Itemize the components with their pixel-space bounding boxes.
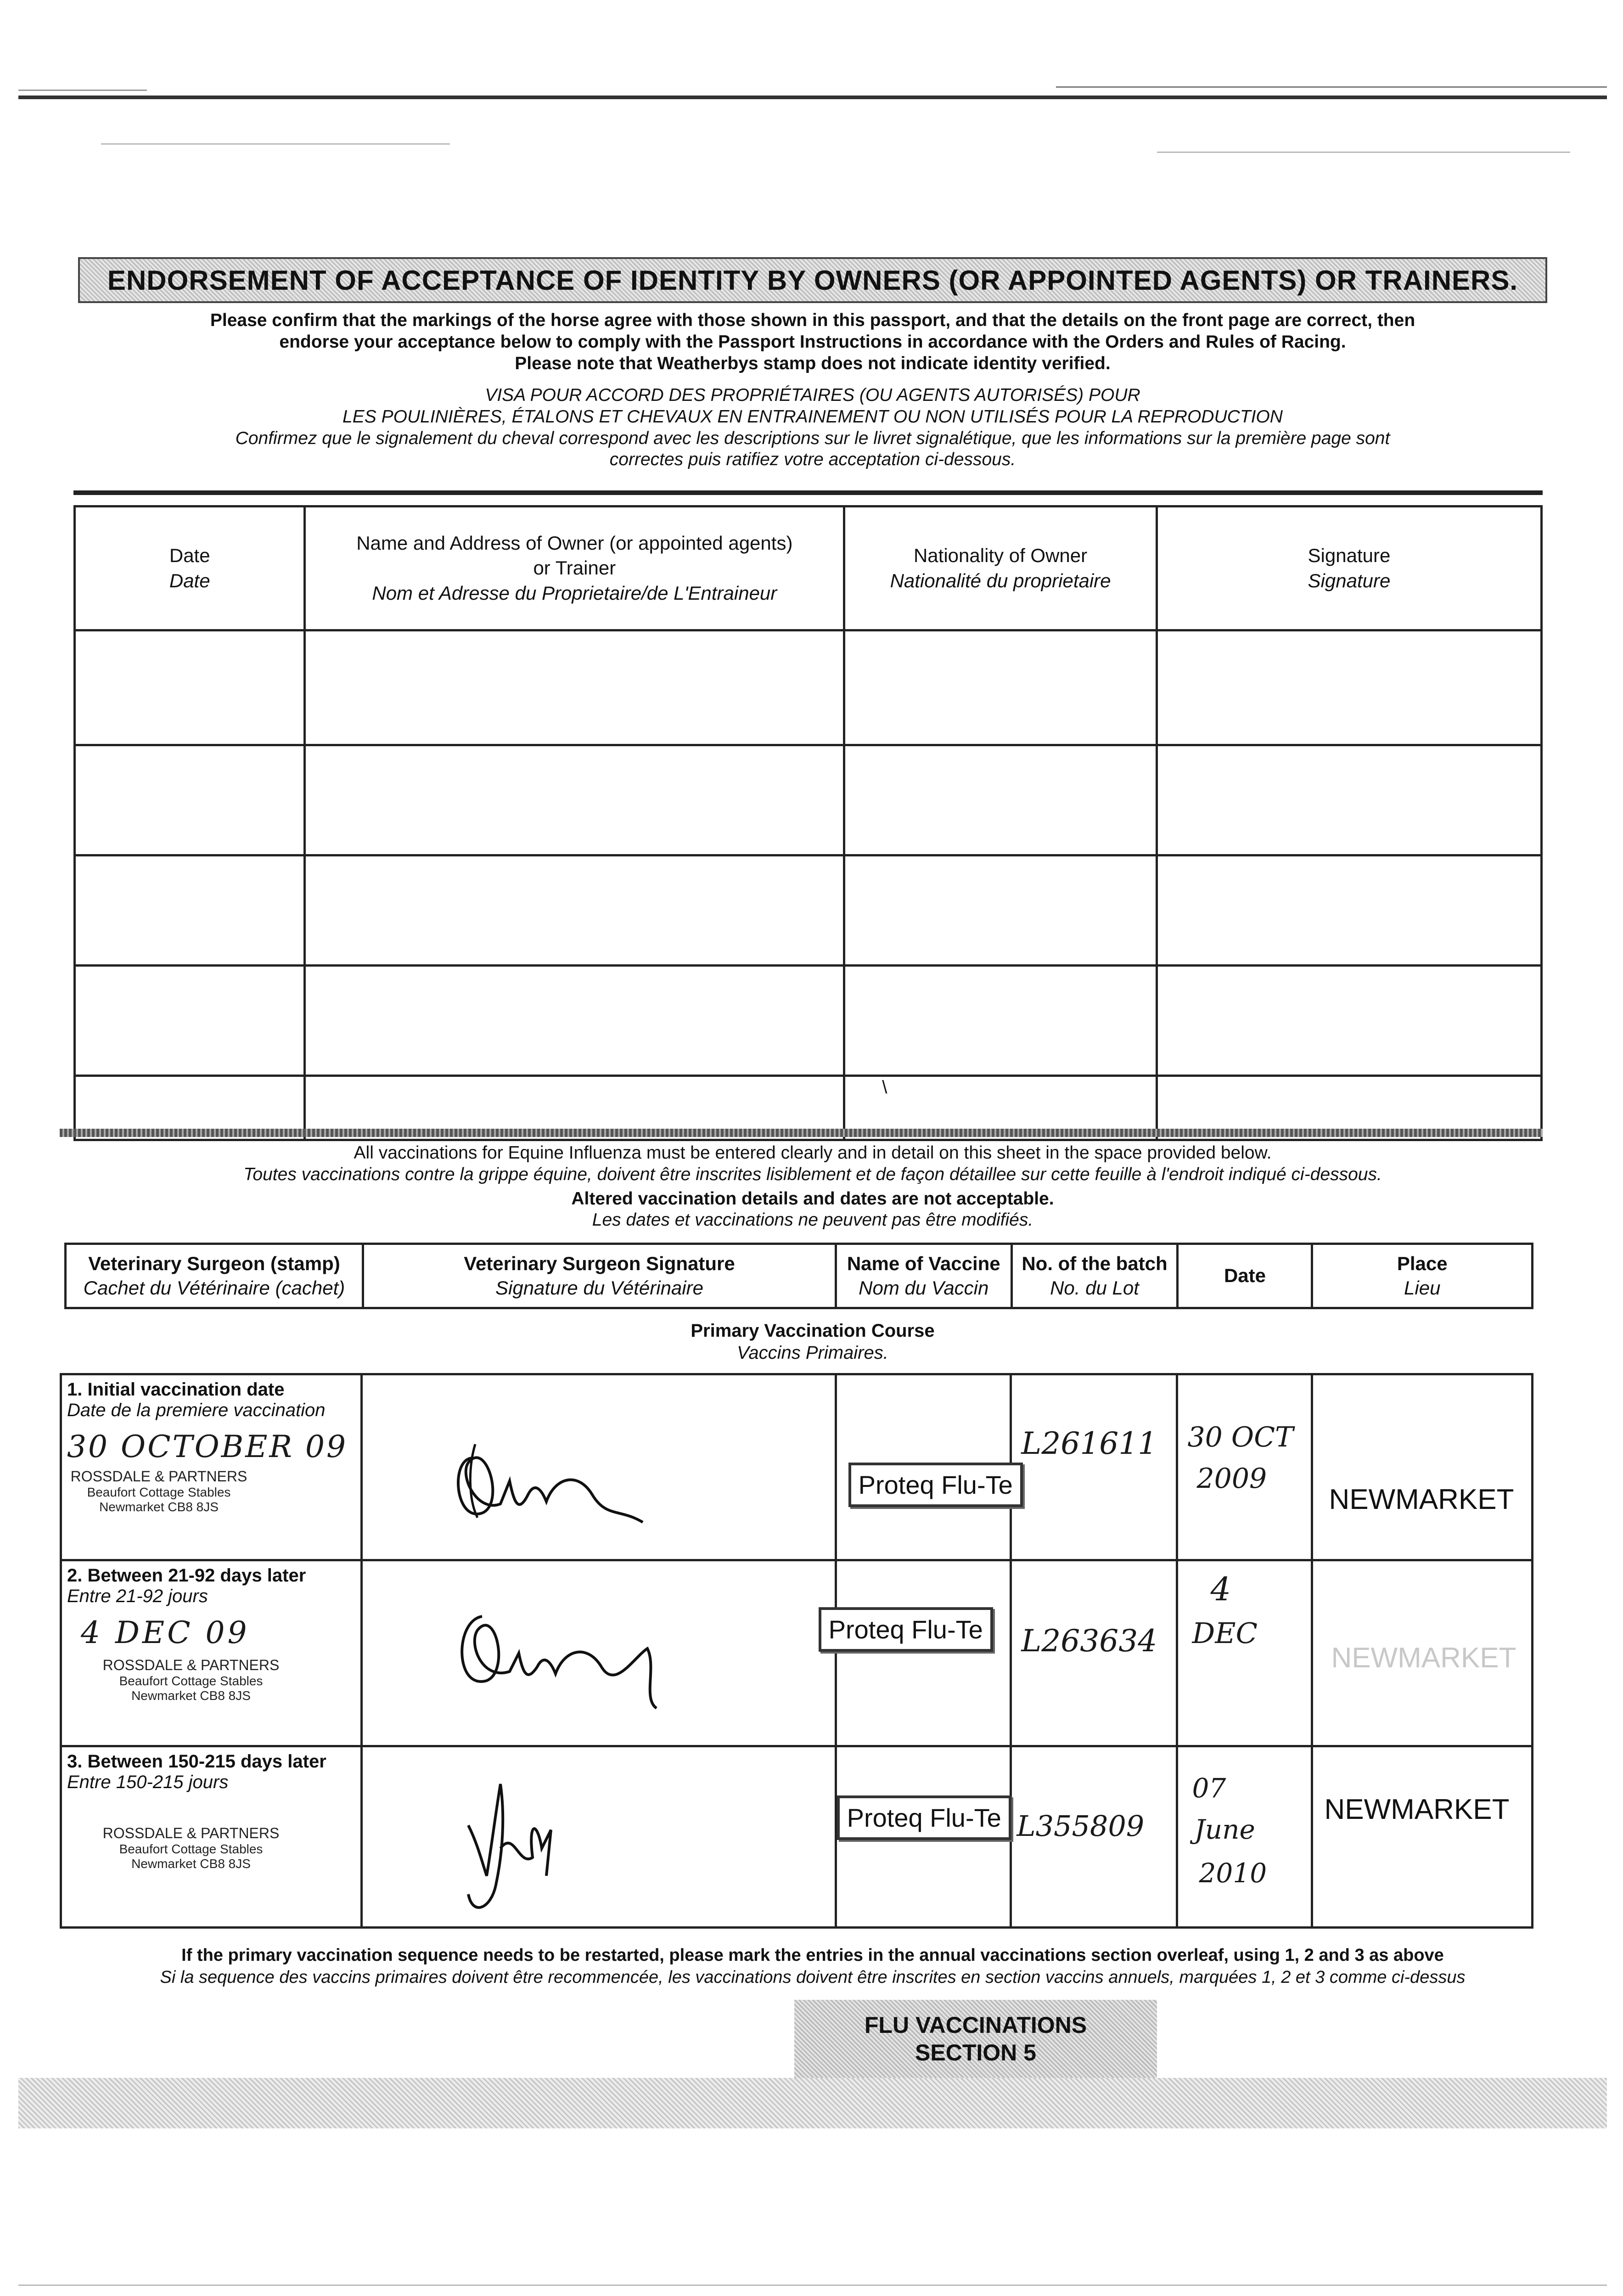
altered-en: Altered vaccination details and dates are not acceptable. — [571, 1188, 1054, 1209]
name-cell[interactable] — [305, 966, 844, 1076]
vaccination-header-table — [64, 1243, 1533, 1309]
table-top-rule — [73, 490, 1543, 495]
col-batch: No. of the batch No. du Lot — [1011, 1244, 1178, 1308]
scan-speck — [101, 143, 450, 145]
date-cell[interactable] — [75, 855, 305, 966]
row-label-fr: Entre 21-92 jours — [67, 1586, 208, 1606]
restart-fr: Si la sequence des vaccins primaires doivent être recommencée, les vaccinations doivent être inscrites en section vaccins annuels, marquées 1, 2 et 3 comme ci-dessus — [160, 1967, 1466, 1987]
signature-cell[interactable] — [1157, 630, 1541, 745]
owners-header-row — [75, 506, 1542, 630]
owner-row — [75, 630, 1542, 745]
signature-cell[interactable] — [1157, 966, 1541, 1076]
row-label-fr: Date de la premiere vaccination — [67, 1400, 326, 1420]
date-line: 4 — [1210, 1570, 1231, 1608]
date-cell[interactable] — [1177, 1560, 1312, 1746]
instruction-line: LES POULINIÈRES, ÉTALONS ET CHEVAUX EN ENTRAINEMENT OU NON UTILISÉS POUR LA REPRODUCTION — [343, 406, 1283, 427]
scan-speck — [18, 90, 147, 91]
row-label-en: 1. Initial vaccination date — [67, 1379, 285, 1400]
signature-cell[interactable] — [1157, 745, 1541, 855]
vaccination-row — [61, 1374, 1533, 1560]
instruction-line: Please note that Weatherbys stamp does not indicate identity verified. — [515, 353, 1111, 373]
vaccination-row — [61, 1560, 1533, 1746]
batch-cell[interactable] — [1011, 1374, 1177, 1560]
vaccine-sticker: Proteq Flu-Te — [837, 1795, 1011, 1840]
date-line: June — [1194, 1814, 1255, 1845]
owner-row — [75, 966, 1542, 1076]
batch-number: L261611 — [1021, 1426, 1157, 1461]
batch-number: L355809 — [1016, 1809, 1145, 1843]
col-signature: Signature Signature — [1157, 506, 1541, 630]
row-label-en: 2. Between 21-92 days later — [67, 1565, 306, 1586]
instruction-line: Please confirm that the markings of the horse agree with those shown in this passport, and that the details on the front page are correct, then — [210, 310, 1415, 330]
col-name-address: Name and Address of Owner (or appointed agents) or Trainer Nom et Adresse du Proprietaire/de L'Entraineur — [305, 506, 844, 630]
handwritten-date: 4 DEC 09 — [81, 1615, 250, 1650]
place-stamp: NEWMARKET — [1324, 1794, 1510, 1825]
primary-course-title — [64, 1320, 1561, 1364]
date-cell[interactable] — [75, 745, 305, 855]
nationality-cell[interactable] — [844, 966, 1157, 1076]
vet-stamp: ROSSDALE & PARTNERS Beaufort Cottage Stables Newmarket CB8 8JS — [70, 1468, 247, 1514]
place-stamp: NEWMARKET — [1331, 1642, 1516, 1674]
separator-band — [60, 1129, 1543, 1137]
nationality-cell[interactable] — [844, 630, 1157, 745]
col-date: Date Date — [75, 506, 305, 630]
primary-title-fr: Vaccins Primaires. — [737, 1343, 888, 1363]
primary-title-en: Primary Vaccination Course — [691, 1321, 935, 1341]
vaccine-cell[interactable] — [836, 1374, 1011, 1560]
date-cell[interactable] — [75, 966, 305, 1076]
top-rule — [18, 96, 1607, 99]
stray-mark: \ — [882, 1077, 887, 1097]
restart-en: If the primary vaccination sequence needs to be restarted, please mark the entries in the annual vaccinations section overleaf, using 1, 2 and 3 as above — [181, 1946, 1444, 1965]
vaccine-sticker: Proteq Flu-Te — [819, 1607, 993, 1652]
handwritten-date: 30 OCTOBER 09 — [67, 1429, 348, 1464]
nationality-cell[interactable] — [844, 745, 1157, 855]
place-cell[interactable] — [1312, 1374, 1532, 1560]
bottom-shaded-band — [18, 2078, 1607, 2128]
row-label-en: 3. Between 150-215 days later — [67, 1751, 326, 1772]
name-cell[interactable] — [305, 855, 844, 966]
col-vaccine: Name of Vaccine Nom du Vaccin — [836, 1244, 1011, 1308]
vet-signature-image — [441, 1756, 670, 1931]
place-cell[interactable] — [1312, 1746, 1532, 1928]
col-place: Place Lieu — [1312, 1244, 1533, 1308]
instructions-fr — [64, 385, 1561, 471]
scan-speck — [1157, 152, 1570, 153]
batch-number: L263634 — [1021, 1623, 1157, 1659]
vet-stamp-cell[interactable] — [61, 1746, 362, 1928]
owner-row — [75, 855, 1542, 966]
col-vet-signature: Veterinary Surgeon Signature Signature du Vétérinaire — [363, 1244, 836, 1308]
name-cell[interactable] — [305, 630, 844, 745]
vaccination-notes — [64, 1142, 1561, 1231]
date-line: 2009 — [1196, 1463, 1267, 1495]
section-label — [794, 2000, 1157, 2078]
scan-speck — [18, 2285, 1607, 2286]
vacc-header-row — [66, 1244, 1533, 1308]
col-date: Date — [1178, 1244, 1312, 1308]
instruction-line: correctes puis ratifiez votre acceptation ci-dessous. — [609, 450, 1016, 470]
place-stamp: NEWMARKET — [1329, 1484, 1514, 1515]
vet-stamp-cell[interactable] — [61, 1560, 362, 1746]
altered-fr: Les dates et vaccinations ne peuvent pas être modifiés. — [592, 1210, 1033, 1230]
owners-table — [73, 505, 1543, 1141]
vet-stamp: ROSSDALE & PARTNERS Beaufort Cottage Stables Newmarket CB8 8JS — [102, 1657, 280, 1703]
restart-instructions — [64, 1945, 1561, 1988]
vet-signature-cell[interactable] — [361, 1374, 836, 1560]
primary-vaccinations-table — [60, 1373, 1533, 1929]
vet-stamp: ROSSDALE & PARTNERS Beaufort Cottage Stables Newmarket CB8 8JS — [102, 1825, 280, 1871]
vet-signature-image — [441, 1580, 762, 1717]
vet-signature-image — [441, 1403, 762, 1541]
vaccine-cell[interactable] — [828, 1560, 1011, 1746]
top-rule-thin — [1056, 86, 1607, 88]
instructions-en — [64, 310, 1561, 374]
date-line: DEC — [1192, 1616, 1258, 1650]
vaccine-sticker: Proteq Flu-Te — [848, 1463, 1023, 1507]
col-nationality: Nationality of Owner Nationalité du proprietaire — [844, 506, 1157, 630]
note-en: All vaccinations for Equine Influenza must be entered clearly and in detail on this sheet in the space provided below. — [354, 1143, 1272, 1163]
vet-signature-cell[interactable] — [361, 1746, 836, 1928]
note-fr: Toutes vaccinations contre la grippe équine, doivent être inscrites lisiblement et de façon détaillee sur cette feuille à l'endroit indiqué ci-dessous. — [243, 1164, 1382, 1184]
name-cell[interactable] — [305, 745, 844, 855]
vet-stamp-cell[interactable] — [61, 1374, 362, 1560]
instruction-line: Confirmez que le signalement du cheval correspond avec les descriptions sur le livret signalétique, que les informations sur la première page sont — [235, 428, 1390, 448]
date-line: 30 OCT — [1187, 1421, 1294, 1453]
vaccine-cell[interactable] — [836, 1746, 1011, 1928]
col-vet-stamp: Veterinary Surgeon (stamp) Cachet du Vétérinaire (cachet) — [66, 1244, 363, 1308]
date-cell[interactable] — [1177, 1374, 1312, 1560]
endorsement-banner — [78, 257, 1547, 303]
date-line: 2010 — [1199, 1857, 1267, 1889]
section-title: FLU VACCINATIONS — [864, 2012, 1087, 2038]
instruction-line: endorse your acceptance below to comply with the Passport Instructions in accordance with the Orders and Rules of Racing. — [279, 332, 1346, 352]
owner-row — [75, 745, 1542, 855]
banner-title: ENDORSEMENT OF ACCEPTANCE OF IDENTITY BY OWNERS (OR APPOINTED AGENTS) OR TRAINERS. — [107, 264, 1518, 296]
row-label-fr: Entre 150-215 jours — [67, 1772, 229, 1792]
place-cell[interactable] — [1312, 1560, 1532, 1746]
nationality-cell[interactable] — [844, 855, 1157, 966]
date-cell[interactable] — [75, 630, 305, 745]
vaccination-row — [61, 1746, 1533, 1928]
batch-cell[interactable] — [1011, 1560, 1177, 1746]
vet-signature-cell[interactable] — [361, 1560, 836, 1746]
date-line: 07 — [1192, 1773, 1226, 1804]
batch-cell[interactable] — [1011, 1746, 1177, 1928]
date-cell[interactable] — [1177, 1746, 1312, 1928]
section-number: SECTION 5 — [915, 2040, 1036, 2065]
signature-cell[interactable] — [1157, 855, 1541, 966]
instruction-line: VISA POUR ACCORD DES PROPRIÉTAIRES (OU AGENTS AUTORISÉS) POUR — [485, 385, 1140, 405]
